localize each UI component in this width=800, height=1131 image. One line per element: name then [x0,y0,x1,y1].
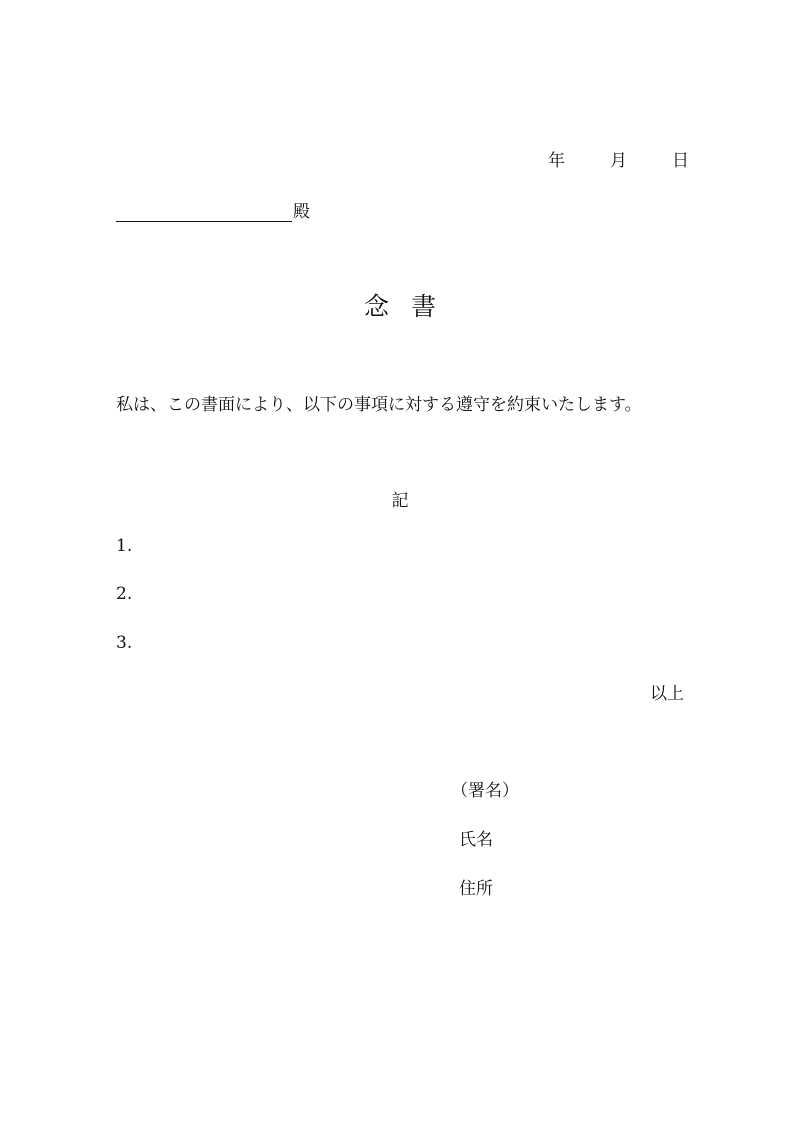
ki-heading: 記 [391,491,409,511]
date-line [548,146,689,171]
date-month-label: 月 [610,151,627,171]
list-item-3: 3. [116,633,133,653]
addressee-blank-line [116,203,292,222]
closing-text: 以上 [650,684,684,704]
date-day-label: 日 [672,151,689,171]
signature-name-label: 氏名 [459,830,493,850]
list-item-1: 1. [116,536,133,556]
addressee-suffix: 殿 [293,202,310,222]
document-title: 念書 [363,292,458,321]
date-year-label: 年 [548,151,565,171]
list-item-2: 2. [116,584,133,604]
signature-address-label: 住所 [459,879,493,899]
body-statement: 私は、この書面により、以下の事項に対する遵守を約束いたします。 [116,395,642,415]
signature-heading: （署名） [451,781,519,801]
addressee-line [116,197,310,222]
